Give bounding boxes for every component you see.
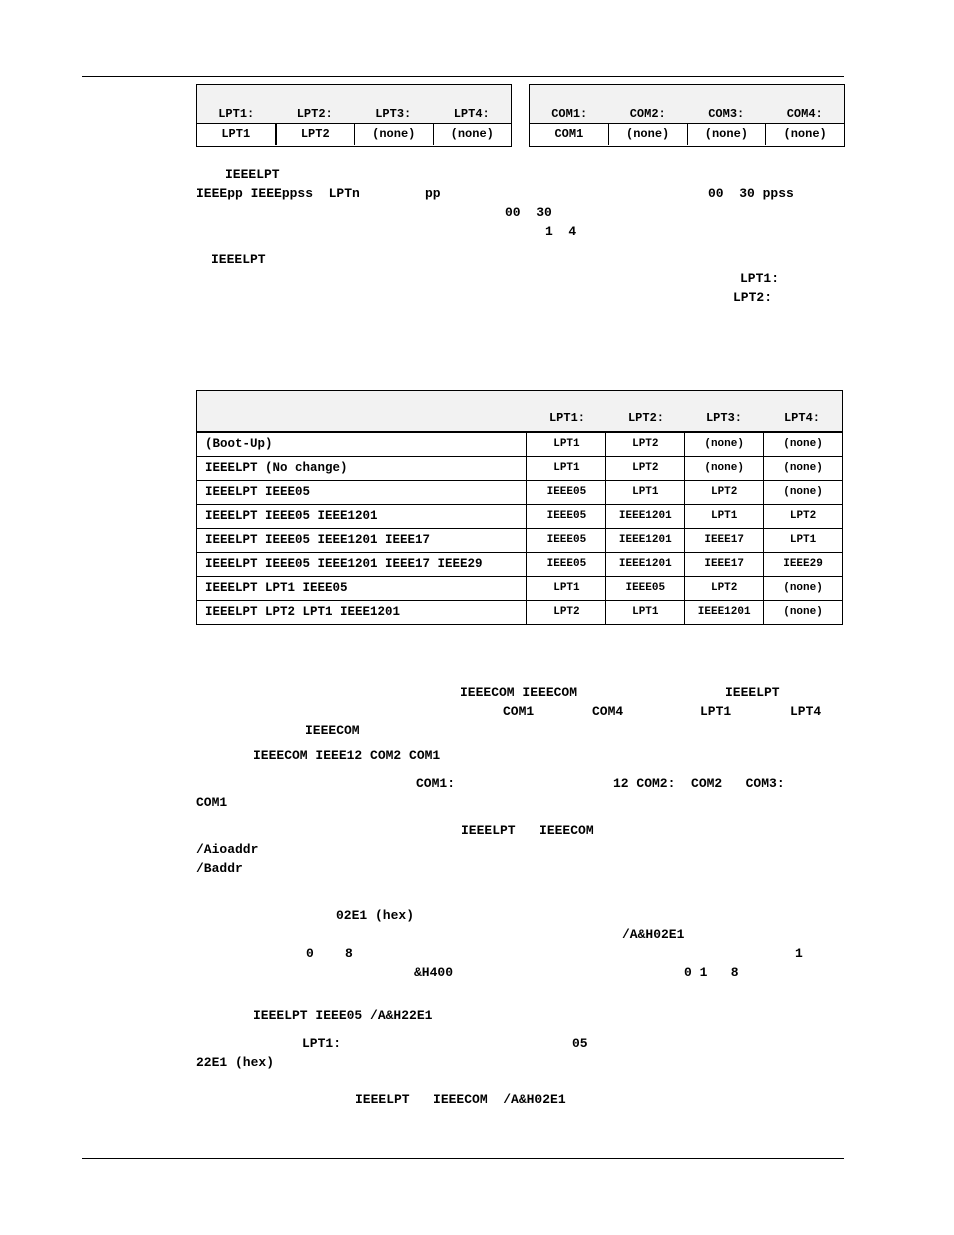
table-row xyxy=(197,457,842,481)
table-row xyxy=(197,505,842,529)
text-fragment: LPT2: xyxy=(733,290,773,305)
text-fragment: IEEELPT IEEECOM /A&H02E1 xyxy=(355,1092,566,1107)
com-map-header-cell: COM3: xyxy=(708,107,745,121)
port-cell: IEEE17 xyxy=(685,529,764,552)
com-map-header-cell: COM1: xyxy=(551,107,588,121)
command-cell: IEEELPT IEEE05 IEEE1201 IEEE17 IEEE29 xyxy=(197,553,527,576)
top-rule xyxy=(82,76,844,77)
port-cell: LPT2 xyxy=(606,433,685,456)
text-fragment: COM1 xyxy=(196,795,228,810)
text-fragment: IEEECOM IEEE12 COM2 COM1 xyxy=(253,748,441,763)
table-row xyxy=(197,433,842,457)
text-fragment: IEEELPT xyxy=(225,167,280,182)
table-row xyxy=(197,553,842,577)
com-port-map xyxy=(529,84,845,147)
lpt-mapping-table xyxy=(196,390,843,625)
text-fragment: COM1: xyxy=(416,776,456,791)
port-cell: IEEE05 xyxy=(527,481,606,504)
mapping-header-cell: LPT4: xyxy=(783,411,820,425)
port-cell: LPT1 xyxy=(685,505,764,528)
lpt-map-value-cell: LPT1 xyxy=(197,124,277,145)
text-fragment: 02E1 (hex) xyxy=(336,908,415,923)
text-fragment: IEEEpp IEEEppss LPTn xyxy=(196,186,360,201)
text-fragment: 1 xyxy=(795,946,803,961)
text-fragment: &H400 xyxy=(414,965,454,980)
lpt-port-map xyxy=(196,84,512,147)
port-cell: (none) xyxy=(685,457,764,480)
table-row xyxy=(197,529,842,553)
text-fragment: 12 COM2: COM2 COM3: xyxy=(613,776,785,791)
com-map-header-cell: COM4: xyxy=(786,107,823,121)
port-cell: LPT1 xyxy=(606,601,685,624)
bottom-rule xyxy=(82,1158,844,1159)
lpt-map-header-cell: LPT4: xyxy=(453,107,490,121)
port-cell: LPT1 xyxy=(789,534,817,546)
text-fragment: LPT4 xyxy=(790,704,822,719)
port-cell: (none) xyxy=(783,462,823,474)
text-fragment: 22E1 (hex) xyxy=(196,1055,275,1070)
text-fragment: /Aioaddr xyxy=(196,842,259,857)
port-cell: (none) xyxy=(783,606,823,618)
port-cell: IEEE05 xyxy=(527,505,606,528)
port-cell: LPT2 xyxy=(606,457,685,480)
text-fragment: IEEECOM IEEECOM xyxy=(460,685,578,700)
port-cell: IEEE29 xyxy=(783,558,823,570)
port-cell: (none) xyxy=(685,433,764,456)
port-cell: IEEE05 xyxy=(527,553,606,576)
com-map-value-cell: (none) xyxy=(688,124,767,145)
text-fragment: LPT1 xyxy=(700,704,732,719)
command-cell: IEEELPT LPT1 IEEE05 xyxy=(197,577,527,600)
text-fragment: IEEELPT IEEE05 /A&H22E1 xyxy=(253,1008,433,1023)
port-cell: LPT1 xyxy=(527,433,606,456)
text-fragment: 0 8 xyxy=(306,946,353,961)
text-fragment: 1 4 xyxy=(545,224,577,239)
port-cell: IEEE1201 xyxy=(606,529,685,552)
text-fragment: IEEELPT IEEECOM xyxy=(461,823,594,838)
lpt-mapping-table-header xyxy=(197,391,842,433)
port-cell: LPT2 xyxy=(527,601,606,624)
port-cell: IEEE05 xyxy=(606,577,685,600)
mapping-header-cell: LPT1: xyxy=(548,411,585,425)
port-cell: IEEE1201 xyxy=(606,553,685,576)
table-row xyxy=(197,577,842,601)
text-fragment: /A&H02E1 xyxy=(622,927,685,942)
port-cell: IEEE1201 xyxy=(606,505,685,528)
port-cell: IEEE1201 xyxy=(685,601,764,624)
port-cell: IEEE05 xyxy=(527,529,606,552)
command-cell: IEEELPT IEEE05 IEEE1201 xyxy=(197,505,527,528)
com-map-header-cell: COM2: xyxy=(629,107,666,121)
text-fragment: /Baddr xyxy=(196,861,243,876)
text-fragment: LPT1: xyxy=(302,1036,342,1051)
command-cell: IEEELPT (No change) xyxy=(197,457,527,480)
command-cell: IEEELPT IEEE05 IEEE1201 IEEE17 xyxy=(197,529,527,552)
port-cell: (none) xyxy=(783,582,823,594)
port-cell: LPT2 xyxy=(685,481,764,504)
text-fragment: pp xyxy=(425,186,441,201)
text-fragment: COM1 xyxy=(503,704,535,719)
port-cell: LPT2 xyxy=(685,577,764,600)
text-fragment: 00 30 ppss xyxy=(708,186,794,201)
text-fragment: 00 30 xyxy=(505,205,552,220)
text-fragment: 05 xyxy=(572,1036,588,1051)
com-map-value-cell: COM1 xyxy=(530,124,609,145)
lpt-map-header-cell: LPT3: xyxy=(375,107,412,121)
command-cell: IEEELPT LPT2 LPT1 IEEE1201 xyxy=(197,601,527,624)
text-fragment: IEEELPT xyxy=(725,685,780,700)
table-row xyxy=(197,601,842,624)
com-map-value-cell: (none) xyxy=(609,124,688,145)
port-cell: IEEE17 xyxy=(685,553,764,576)
mapping-header-cell: LPT2: xyxy=(627,411,664,425)
text-fragment: COM4 xyxy=(592,704,624,719)
lpt-map-value-cell: (none) xyxy=(450,127,494,141)
lpt-map-header-cell: LPT2: xyxy=(296,107,333,121)
port-cell: LPT1 xyxy=(606,481,685,504)
lpt-map-value-cell: (none) xyxy=(355,124,434,145)
text-fragment: IEEECOM xyxy=(305,723,360,738)
port-cell: LPT1 xyxy=(527,577,606,600)
port-cell: LPT2 xyxy=(789,510,817,522)
port-cell: LPT1 xyxy=(527,457,606,480)
table-row xyxy=(197,481,842,505)
port-cell: (none) xyxy=(783,438,823,450)
text-fragment: LPT1: xyxy=(740,271,780,286)
text-fragment: IEEELPT xyxy=(211,252,266,267)
lpt-map-value-cell: LPT2 xyxy=(277,124,356,145)
text-fragment: 0 1 8 xyxy=(684,965,739,980)
command-cell: IEEELPT IEEE05 xyxy=(197,481,527,504)
com-map-value-cell: (none) xyxy=(783,127,827,141)
mapping-header-cell: LPT3: xyxy=(705,411,742,425)
port-cell: (none) xyxy=(783,486,823,498)
lpt-map-header-cell: LPT1: xyxy=(218,107,255,121)
command-cell: (Boot-Up) xyxy=(197,433,527,456)
